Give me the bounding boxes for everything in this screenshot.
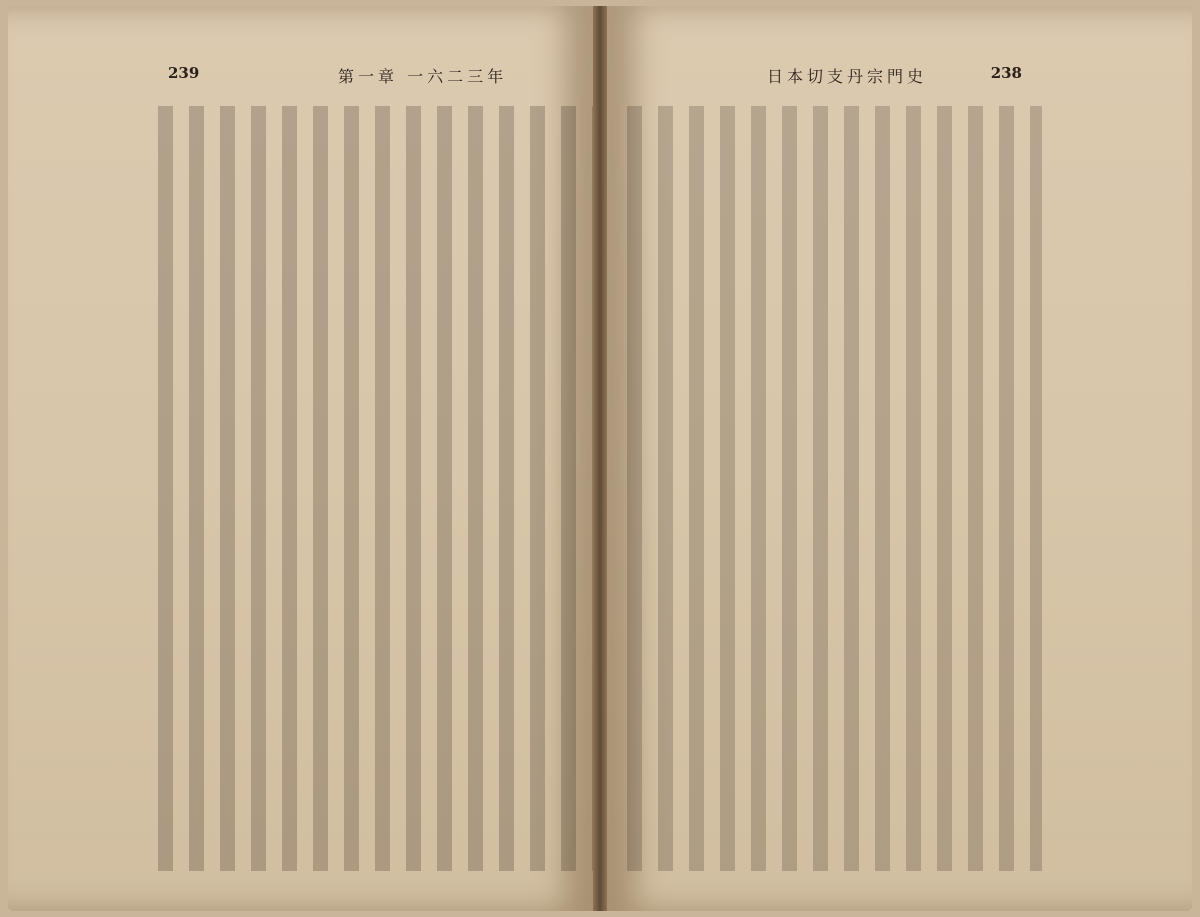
right-page	[607, 6, 1192, 911]
left-page-number: 239	[168, 64, 200, 82]
book-spread	[8, 6, 1192, 911]
right-page-number: 238	[990, 64, 1022, 82]
book-gutter	[593, 6, 607, 911]
left-running-head: 第一章 一六二三年	[338, 67, 508, 86]
right-running-head: 日本切支丹宗門史	[767, 67, 928, 86]
left-page	[8, 6, 593, 911]
right-page-body-text	[627, 106, 1042, 871]
left-page-body-text	[158, 106, 593, 871]
